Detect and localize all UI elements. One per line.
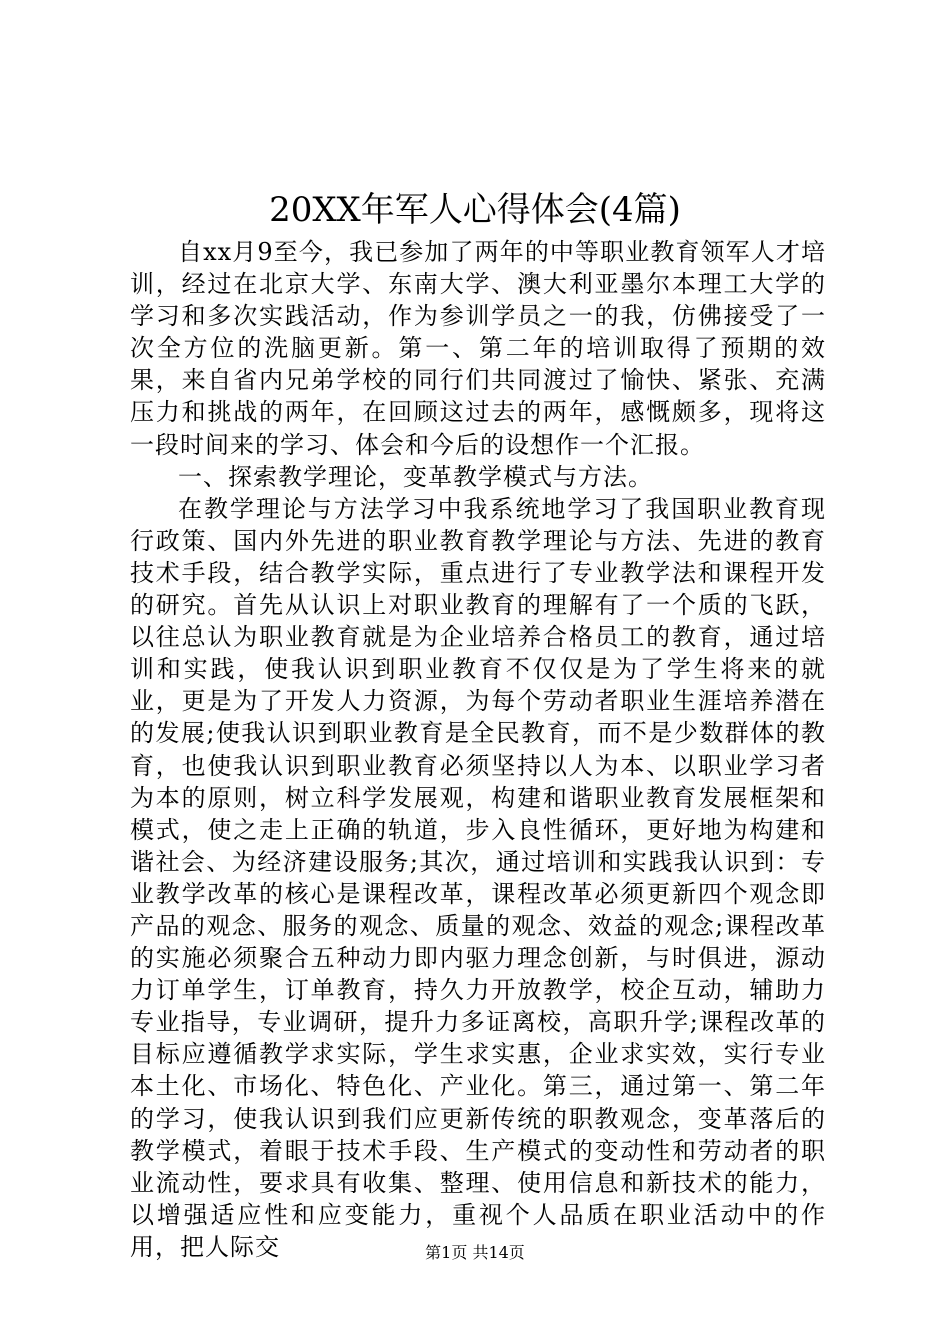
paragraph-teaching-theory: 在教学理论与方法学习中我系统地学习了我国职业教育现行政策、国内外先进的职业教育教学理论与方法、先进的教育技术手段，结合教学实际，重点进行了专业教学法和课程开发的研究。首先从认识上对职业教育的理解有了一个质的飞跃，以往总认为职业教育就是为企业培养合格员工的教育，通过培训和实践，使我认识到职业教育不仅仅是为了学生将来的就业，更是为了开发人力资源，为每个劳动者职业生涯培养潜在的发展;使我认识到职业教育是全民教育，而不是少数群体的教育，也使我认识到职业教育必须坚持以人为本、以职业学习者为本的原则，树立科学发展观，构建和谐职业教育发展框架和模式，使之走上正确的轨道，步入良性循环，更好地为构建和谐社会、为经济建设服务;其次，通过培训和实践我认识到：专业教学改革的核心是课程改革，课程改革必须更新四个观念即产品的观念、服务的观念、质量的观念、效益的观念;课程改革的实施必须聚合五种动力即内驱力理念创新，与时俱进，源动力订单学生，订单教育，持久力开放教学，校企互动，辅助力专业指导，专业调研，提升力多证离校，高职升学;课程改革的目标应遵循教学求实际，学生求实惠，企业求实效，实行专业本土化、市场化、特色化、产业化。第三，通过第一、第二年的学习，使我认识到我们应更新传统的职教观念，变革落后的教学模式，着眼于技术手段、生产模式的变动性和劳动者的职业流动性，要求具有收集、整理、使用信息和新技术的能力，以增强适应性和应变能力，重视个人品质在职业活动中的作用，把人际交 (130, 494, 826, 1261)
paragraph-intro: 自xx月9至今，我已参加了两年的中等职业教育领军人才培训，经过在北京大学、东南大学、澳大利亚墨尔本理工大学的学习和多次实践活动，作为参训学员之一的我，仿佛接受了一次全方位的洗脑更新。第一、第二年的培训取得了预期的效果，来自省内兄弟学校的同行们共同渡过了愉快、紧张、充满压力和挑战的两年，在回顾这过去的两年，感慨颇多，现将这一段时间来的学习、体会和今后的设想作一个汇报。 (130, 238, 826, 459)
document-body (130, 236, 826, 1263)
document-title: 20XX年军人心得体会(4篇) (269, 190, 681, 230)
page-number-footer: 第1页 共14页 (425, 1243, 525, 1262)
section-heading: 一、探索教学理论，变革教学模式与方法。 (178, 462, 653, 491)
